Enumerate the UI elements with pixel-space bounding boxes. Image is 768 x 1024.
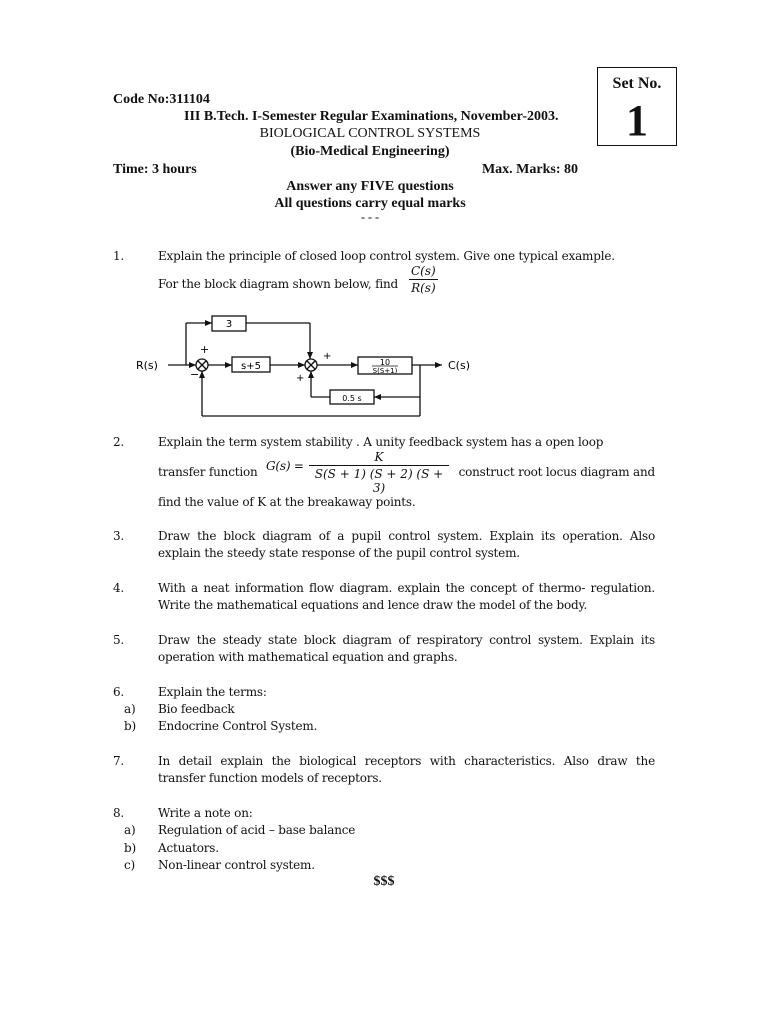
time-allowed: Time: 3 hours [113,162,197,177]
question-text: transfer function [158,465,258,479]
question-number: 3. [113,529,125,543]
transfer-function-label: G(s) = [266,459,304,473]
sub-item-text: Endocrine Control System. [158,719,318,733]
instruction-answer: Answer any FIVE questions [286,179,454,194]
max-marks: Max. Marks: 80 [481,162,578,177]
fraction-numerator: K [309,450,449,466]
sub-item-text: Actuators. [158,841,219,855]
sub-item-text: Regulation of acid – base balance [158,823,356,837]
sign-minus: − [190,368,200,381]
gain-3-label: 3 [225,319,233,330]
end-marker: $$$ [373,874,395,889]
sign-plus: + [323,351,332,362]
question-text: construct root locus diagram and [458,465,655,479]
plant-denominator: S(S+1) [372,367,398,375]
question-text: Explain the terms: [158,685,267,699]
fraction-cs-rs [409,264,438,295]
fraction-denominator: R(s) [411,281,436,295]
code-number: Code No:311104 [113,92,210,107]
sign-plus: + [296,373,305,384]
subject-title: BIOLOGICAL CONTROL SYSTEMS [259,126,481,141]
input-label: R(s) [136,359,158,372]
question-number: 8. [113,806,125,820]
exam-title: III B.Tech. I-Semester Regular Examinations, November-2003. [184,109,559,124]
question-text: Explain the term system stability . A unity feedback system has a open loop [158,435,604,449]
question-text: With a neat information flow diagram. explain the concept of thermo- regulation. Write the mathematical equations and lence draw the model of the body. [158,581,655,612]
set-number: 1 [626,96,648,145]
instruction-marks: All questions carry equal marks [274,196,466,211]
question-text: find the value of K at the breakaway points. [158,495,416,509]
question-text: Draw the steady state block diagram of respiratory control system. Explain its operation with mathematical equation and graphs. [158,633,655,664]
question-text: In detail explain the biological receptors with characteristics. Also draw the transfer function models of receptors. [158,754,655,785]
question-number: 1. [113,249,125,263]
question-number: 4. [113,581,125,595]
question-text: Explain the principle of closed loop control system. Give one typical example. [158,249,615,263]
output-label: C(s) [448,359,470,372]
feedback-label: 0.5 s [342,394,362,403]
sub-item-text: Non-linear control system. [158,858,315,872]
question-text: For the block diagram shown below, find [158,277,399,291]
set-number-box [597,67,677,146]
sub-item-label: b) [124,841,136,855]
sub-item-text: Bio feedback [158,702,235,716]
fraction-denominator: S(S + 1) (S + 2) (S + 3) [314,467,444,495]
sub-item-label: a) [124,823,136,837]
s-plus-5-label: s+5 [241,361,261,372]
question-number: 5. [113,633,125,647]
question-number: 6. [113,685,125,699]
header-divider: - - - [361,210,379,224]
sub-item-label: c) [124,858,136,872]
branch-title: (Bio-Medical Engineering) [290,144,450,159]
fraction-numerator: C(s) [411,264,436,278]
question-number: 2. [113,435,125,449]
question-text: Draw the block diagram of a pupil control system. Explain its operation. Also explain the steedy state response of the pupil control system. [158,529,655,560]
sub-item-label: b) [124,719,136,733]
transfer-function-fraction [309,450,449,495]
question-number: 7. [113,754,125,768]
set-label: Set No. [612,75,662,92]
sub-item-label: a) [124,702,136,716]
block-diagram [130,308,480,426]
question-text: Write a note on: [158,806,253,820]
plant-numerator: 10 [379,358,391,367]
sign-plus: + [200,343,210,356]
